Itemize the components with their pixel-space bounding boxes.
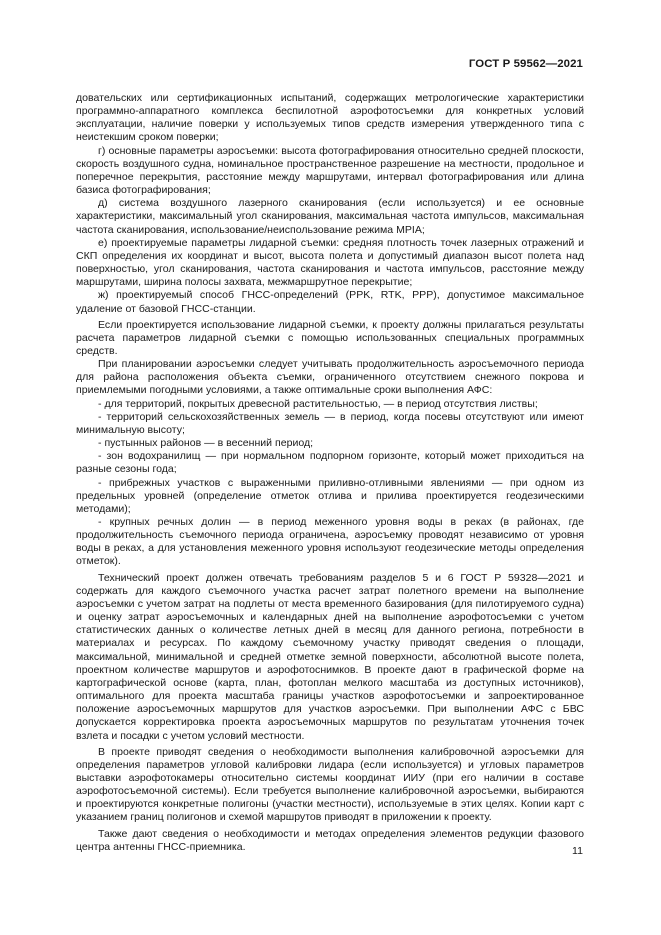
paragraph: Также дают сведения о необходимости и методах определения элементов редукции фазового центра антенны ГНСС-приемника. bbox=[76, 827, 584, 853]
paragraph: д) система воздушного лазерного сканирования (если используется) и ее основные характеристики, максимальный угол сканирования, максимальная частота импульсов, максимальная частота сканирования, использование/неиспользование режима MPIA; bbox=[76, 197, 584, 236]
paragraph: В проекте приводят сведения о необходимости выполнения калибровочной аэросъемки для определения параметров угловой калибровки лидара (если используется) и угловых параметров выставки аэрофотокамеры относительно системы координат ИИУ (при его наличии в составе аэрофотосъемочной системы). Если требуется выполнение калибровочной аэросъемки, выбираются и проектируются конкретные полигоны (участки местности), используемые в этих целях. Копии карт с указанием границ полигонов и схемой маршрутов приводят в приложении к проекту. bbox=[76, 745, 584, 824]
list-item: - прибрежных участков с выраженными приливно-отливными явлениями — при одном из предельных уровней (определение отметок отлива и прилива проектируется геодезическими методами); bbox=[76, 476, 584, 515]
list-item: - пустынных районов — в весенний период; bbox=[98, 437, 314, 450]
paragraph: ж) проектируемый способ ГНСС-определений (PPK, RTK, PPP), допустимое максимальное удаление от базовой ГНСС-станции. bbox=[76, 289, 584, 315]
list-item: - зон водохранилищ — при нормальном подпорном горизонте, который может приходиться на разные сезоны года; bbox=[76, 450, 584, 476]
paragraph: довательских или сертификационных испытаний, содержащих метрологические характеристики программно-аппаратного комплекса беспилотной аэрофотосъемки для конкретных условий эксплуатации, наличие поверки у используемых типов средств измерения утвержденного типа с неистекшим сроком поверки; bbox=[76, 92, 584, 144]
paragraph: г) основные параметры аэросъемки: высота фотографирования относительно средней плоскости, скорость воздушного судна, номинальное пространственное разрешение на местности, продольное и поперечное перекрытия, расстояние между маршрутами, интервал фотографирования или длина базиса фотографирования; bbox=[76, 144, 584, 197]
page-number: 11 bbox=[572, 845, 583, 857]
standard-designation: ГОСТ Р 59562—2021 bbox=[468, 58, 583, 70]
paragraph: е) проектируемые параметры лидарной съемки: средняя плотность точек лазерных отражений и СКП определения их координат и высот, высота полета и допустимый диапазон высот полета над поверхностью, угол сканирования, частота сканирования и частота импульсов, расстояние между маршрутами, ширина полосы захвата, межмаршрутное перекрытие; bbox=[76, 236, 584, 289]
list-item: - для территорий, покрытых древесной растительностью, — в период отсутствия листвы; bbox=[98, 397, 538, 410]
list-item: - крупных речных долин — в период меженного уровня воды в реках (в районах, где продолжительность съемочного периода ограничена, аэросъемку проводят независимо от уровня воды в реках, а для установления меженного уровня используют геодезические методы определения отметок). bbox=[76, 516, 584, 568]
paragraph: Технический проект должен отвечать требованиям разделов 5 и 6 ГОСТ Р 59328—2021 и содержать для каждого съемочного участка расчет затрат полетного времени на выполнение аэросъемки с учетом затрат на подлеты от места временного базирования (для пилотируемого судна) и оценку затрат аэросъемочных и календарных дней на выполнение аэрофотосъемки с учетом статистических данных о количестве летных дней в месяц для данного региона, потребности в материалах и ресурсах. По каждому съемочному участку приводят сведения о площади, максимальной, минимальной и средней отметке земной поверхности, абсолютной высоте полета, проектном количестве маршрутов и аэрофотоснимков. В проекте дают в графической форме на картографической основе (карта, план, фотоплан мелкого масштаба из доступных источников), оптимального для проекта масштаба границы участков аэрофотосъемки и запроектированное положение аэросъемочных маршрутов для участков аэросъемки. При выполнении АФС с БВС допускается корректировка проекта аэросъемочных маршрутов по результатам уточнения точек взлета и посадки с учетом условий местности. bbox=[76, 571, 584, 742]
paragraph: Если проектируется использование лидарной съемки, к проекту должны прилагаться результаты расчета параметров лидарной съемки с помощью использованных специальных программных средств. bbox=[76, 318, 584, 357]
document-body bbox=[76, 92, 584, 854]
list-item: - территорий сельскохозяйственных земель — в период, когда посевы отсутствуют или имеют минимальную высоту; bbox=[76, 410, 584, 436]
paragraph: При планировании аэросъемки следует учитывать продолжительность аэросъемочного периода для района расположения объекта съемки, ограниченного отсутствием снежного покрова и приемлемыми погодными условиями, а также оптимальные сроки выполнения АФС: bbox=[76, 358, 584, 397]
